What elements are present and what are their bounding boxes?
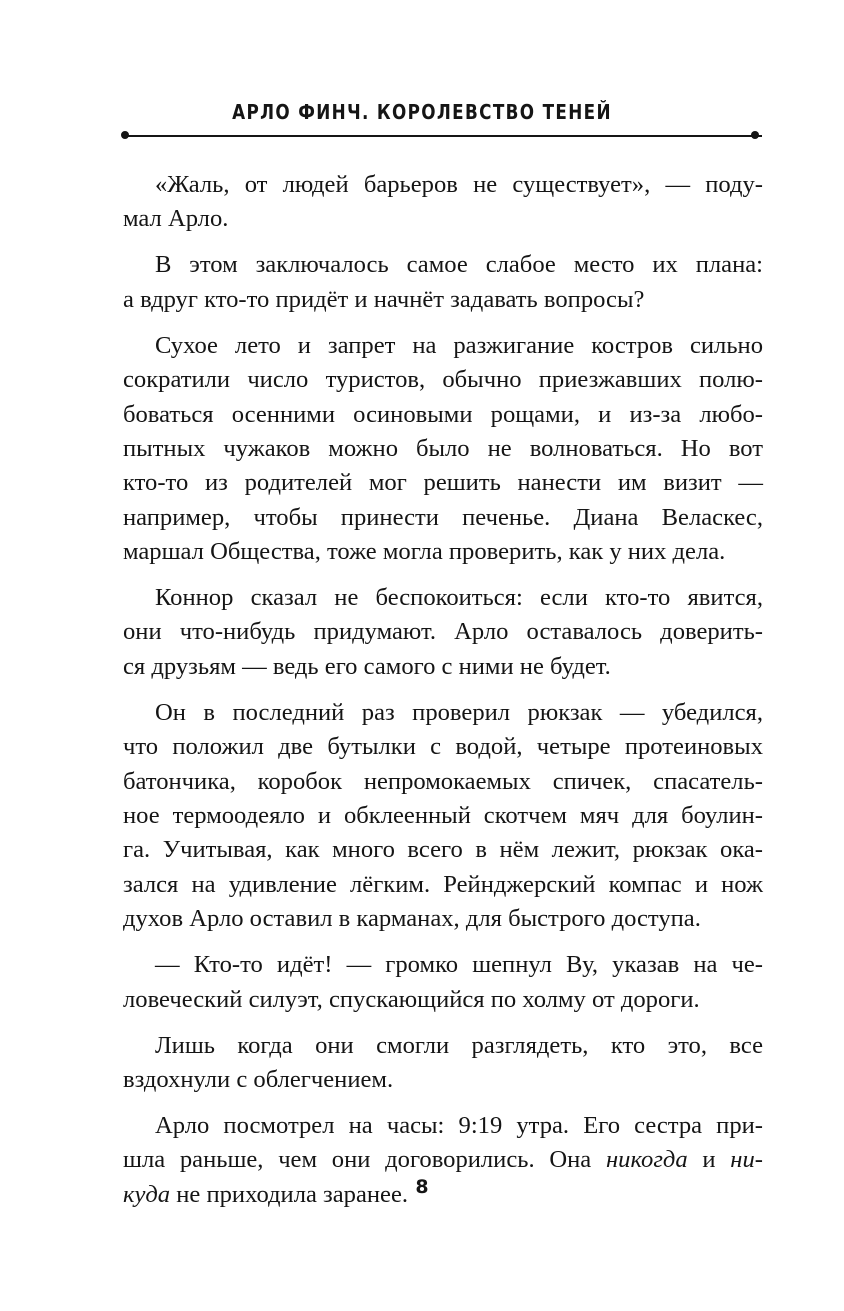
text-run: не приходила заранее. [170,1180,409,1208]
paragraph [123,948,763,1017]
text-line: Арло посмотрел на часы: 9:19 утра. Его сестра при- [155,1111,763,1139]
text-line: Коннор сказал не беспокоиться: если кто-то явится, [155,584,763,612]
text-line: они что-нибудь придумают. Арло оставалось доверить- [123,618,763,646]
running-title: АРЛО ФИНЧ. КОРОЛЕВСТВО ТЕНЕЙ [232,100,612,124]
header-rule-dot-right [751,131,759,139]
paragraph [123,1029,763,1098]
text-line: духов Арло оставил в карманах, для быстрого доступа. [123,905,701,933]
text-run: шла раньше, чем они договорились. Она [123,1146,606,1174]
emphasis-text: куда [123,1180,171,1208]
text-line: вздохнули с облегчением. [123,1065,394,1093]
paragraph [123,581,763,684]
text-line: кто-то из родителей мог решить нанести им визит — [123,469,763,497]
text-line: ся друзьям — ведь его самого с ними не будет. [123,652,611,680]
text-line: батончика, коробок непромокаемых спичек, спасатель- [123,767,763,795]
text-line: Лишь когда они смогли разглядеть, кто это, все [155,1031,763,1059]
page-number: 8 [415,1176,429,1198]
header-rule-dot-left [121,131,129,139]
paragraph [123,168,763,237]
text-line [123,1143,763,1177]
header-rule [124,135,762,137]
text-line: маршал Общества, тоже могла проверить, как у них дела. [123,538,726,566]
text-line: а вдруг кто-то придёт и начнёт задавать вопросы? [123,285,645,313]
text-run: и [687,1146,731,1174]
text-line: — Кто-то идёт! — громко шепнул Ву, указав на че- [155,951,763,979]
text-line: что положил две бутылки с водой, четыре протеиновых [123,733,763,761]
text-line: боваться осенними осиновыми рощами, и из-за любо- [123,400,763,428]
emphasis-text: никогда [605,1146,688,1174]
text-line: например, чтобы принести печенье. Диана Веласкес, [123,503,763,531]
body-text [123,168,763,1212]
text-line: ное термоодеяло и обклеенный скотчем мяч для боулин- [123,802,763,830]
text-line: В этом заключалось самое слабое место их плана: [155,251,763,279]
text-line: Сухое лето и запрет на разжигание костров сильно [155,331,763,359]
paragraph [123,248,763,317]
text-line: пытных чужаков можно было не волноваться. Но вот [123,434,763,462]
text-line: сократили число туристов, обычно приезжавших полю- [123,366,763,394]
text-line: га. Учитывая, как много всего в нём лежит, рюкзак ока- [123,836,763,864]
emphasis-text: ни- [730,1146,763,1174]
text-line: Он в последний раз проверил рюкзак — убедился, [155,698,763,726]
text-line: «Жаль, от людей барьеров не существует», — поду- [155,171,763,198]
text-line: мал Арло. [123,205,229,233]
text-line: ловеческий силуэт, спускающийся по холму от дороги. [123,985,700,1013]
text-line: зался на удивление лёгким. Рейнджерский компас и нож [123,870,763,898]
paragraph [123,696,763,937]
paragraph [123,329,763,570]
